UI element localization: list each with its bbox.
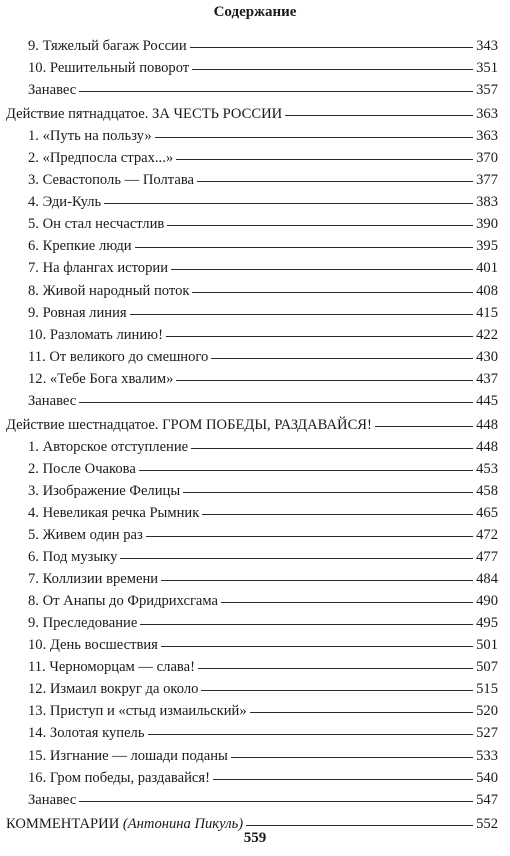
toc-entry	[6, 723, 498, 745]
toc-entry	[6, 148, 498, 170]
toc-entry	[6, 790, 498, 812]
toc-entry-title-text: 5. Он стал несчастлив	[28, 216, 165, 233]
toc-leader-line	[148, 734, 474, 735]
toc-leader-line	[146, 536, 473, 537]
toc-entry-title	[28, 569, 158, 589]
toc-entry-title-text: 7. На флангах истории	[28, 260, 169, 277]
toc-entry-title-text: 3. Севастополь — Полтава	[28, 172, 194, 189]
toc-entry-title-text: 2. «Предпосла страх...»	[28, 150, 174, 167]
toc-entry-title	[28, 701, 247, 721]
toc-entry-author: (Антонина Пикуль)	[122, 815, 244, 832]
toc-entry-page: 507	[476, 659, 498, 676]
toc-entry-page: 363	[476, 128, 498, 145]
toc-entry-title	[28, 768, 210, 788]
toc-entry-page: 472	[476, 527, 498, 544]
toc-entry-page: 401	[476, 260, 498, 277]
toc-entry	[6, 768, 498, 790]
toc-entry-title-text: 3. Изображение Фелицы	[28, 482, 181, 499]
page-title: Содержание	[213, 4, 297, 20]
toc-entry-title-text: 1. «Путь на пользу»	[28, 128, 152, 145]
toc-entry-title-text: 8. От Анапы до Фридрихсгама	[28, 593, 219, 610]
toc-entry-title	[28, 303, 127, 323]
toc-entry	[6, 613, 498, 635]
toc-leader-line	[246, 825, 473, 826]
toc-entry-title	[28, 170, 194, 190]
toc-entry-title-text: 10. Решительный поворот	[28, 60, 190, 77]
toc-entry	[6, 591, 498, 613]
toc-leader-line	[285, 115, 473, 116]
toc-entry-title-text: 4. Эди-Куль	[28, 194, 102, 211]
toc-leader-line	[161, 580, 473, 581]
toc-entry-title-text: 1. Авторское отступление	[28, 438, 189, 455]
toc-entry	[6, 192, 498, 214]
toc-entry-title	[28, 58, 189, 78]
toc-entry-page: 408	[476, 282, 498, 299]
toc-entry	[6, 525, 498, 547]
toc-entry-title-text: 9. Преследование	[28, 615, 138, 632]
toc-entry-page: 501	[476, 637, 498, 654]
toc-entry-title-text: 9. Ровная линия	[28, 304, 127, 321]
toc-entry-title	[28, 746, 228, 766]
toc-entry-title-text: Действие шестнадцатое. ГРОМ ПОБЕДЫ, РАЗДАВАЙСЯ!	[6, 416, 372, 433]
toc-entry-title-text: 9. Тяжелый багаж России	[28, 38, 187, 54]
toc-leader-line	[79, 91, 473, 92]
toc-entry	[6, 657, 498, 679]
toc-entry-page: 357	[476, 82, 498, 99]
toc-entry	[6, 325, 498, 347]
toc-entry	[6, 569, 498, 591]
toc-entry	[6, 36, 498, 58]
toc-leader-line	[197, 181, 473, 182]
toc-entry-page: 395	[476, 238, 498, 255]
toc-leader-line	[176, 159, 473, 160]
toc-entry-title-text: 10. Разломать линию!	[28, 326, 163, 343]
toc-entry-title-text: 14. Золотая купель	[28, 725, 145, 742]
toc-entry-title	[28, 325, 163, 345]
toc-leader-line	[135, 247, 473, 248]
toc-entry-page: 527	[476, 725, 498, 742]
toc-entry-title	[28, 192, 101, 212]
toc-entry-title-text: 7. Коллизии времени	[28, 571, 159, 588]
toc-leader-line	[190, 47, 473, 48]
toc-entry-page: 465	[476, 504, 498, 521]
toc-entry	[6, 236, 498, 258]
toc-entry-title-text: 15. Изгнание — лошади поданы	[28, 747, 228, 764]
toc-entry-page: 415	[476, 304, 498, 321]
toc-entry-title	[28, 723, 145, 743]
toc-entry	[6, 635, 498, 657]
toc-leader-line	[191, 448, 473, 449]
toc-entry-title-text: Действие пятнадцатое. ЗА ЧЕСТЬ РОССИИ	[6, 106, 283, 123]
toc-entry-title	[28, 547, 117, 567]
toc-entry-title-text: КОММЕНТАРИИ	[6, 815, 123, 832]
toc-entry-title	[28, 679, 198, 699]
toc-entry	[6, 80, 498, 102]
toc-entry-title-text: 8. Живой народный поток	[28, 282, 190, 299]
toc-entry-title-text: 6. Под музыку	[28, 549, 118, 566]
toc-entry-page: 383	[476, 194, 498, 211]
toc-entry	[6, 303, 498, 325]
toc-leader-line	[166, 336, 473, 337]
toc-entry-title	[28, 214, 164, 234]
toc-entry-title	[28, 126, 152, 146]
toc-entry-title	[28, 258, 168, 278]
toc-leader-line	[211, 358, 473, 359]
toc-entry-page: 495	[476, 615, 498, 632]
toc-entry-page: 448	[476, 438, 498, 455]
toc-leader-line	[171, 269, 473, 270]
toc-entry-title-text: 12. «Тебе Бога хвалим»	[28, 370, 174, 387]
toc-entry-page: 377	[476, 172, 498, 189]
toc-leader-line	[161, 646, 473, 647]
toc-entry-title	[28, 148, 173, 168]
toc-entry-page: 343	[476, 38, 498, 54]
toc-leader-line	[140, 624, 473, 625]
toc-entry-page: 477	[476, 549, 498, 566]
page-number: 559	[243, 830, 267, 846]
toc-entry-title-text: 10. День восшествия	[28, 637, 158, 654]
toc-entry	[6, 58, 498, 80]
toc-entry-title	[28, 635, 158, 655]
toc-entry	[6, 258, 498, 280]
toc-entry-title-text: 11. От великого до смешного	[28, 348, 209, 365]
toc-entry-page: 422	[476, 326, 498, 343]
toc-entry-page: 547	[476, 791, 498, 808]
toc-leader-line	[198, 668, 473, 669]
toc-leader-line	[139, 470, 473, 471]
toc-entry-title	[6, 415, 372, 435]
toc-leader-line	[192, 292, 473, 293]
toc-entry-title	[28, 591, 218, 611]
toc-entry	[6, 281, 498, 303]
toc-entry	[6, 170, 498, 192]
toc-leader-line	[221, 602, 473, 603]
toc-entry-title-text: 4. Невеликая речка Рымник	[28, 504, 200, 521]
toc-entry	[6, 679, 498, 701]
toc-entry-page: 490	[476, 593, 498, 610]
toc-entry-title	[28, 481, 180, 501]
toc-entry	[6, 391, 498, 413]
toc-entry-title-text: Занавес	[28, 392, 77, 409]
toc-leader-line	[120, 558, 473, 559]
toc-leader-line	[176, 380, 473, 381]
toc-entry-title-text: 5. Живем один раз	[28, 527, 143, 544]
toc-entry-title	[28, 281, 189, 301]
toc-entry-title	[28, 459, 136, 479]
toc-leader-line	[130, 314, 474, 315]
toc-entry-title-text: 6. Крепкие люди	[28, 238, 132, 255]
toc-entry	[6, 503, 498, 525]
toc-entry-page: 515	[476, 681, 498, 698]
toc-leader-line	[213, 779, 473, 780]
toc-entry-page: 552	[476, 815, 498, 832]
toc-entry	[6, 214, 498, 236]
toc-entry-title	[28, 525, 143, 545]
toc-entry-page: 540	[476, 769, 498, 786]
toc-entry	[6, 126, 498, 148]
toc-leader-line	[250, 712, 473, 713]
toc-entry-title-text: 12. Измаил вокруг да около	[28, 681, 199, 698]
toc-entry-page: 448	[476, 416, 498, 433]
toc-entry-page: 533	[476, 747, 498, 764]
toc-entry-page: 437	[476, 370, 498, 387]
toc-entry-page: 351	[476, 60, 498, 77]
toc-section-heading	[6, 104, 498, 126]
toc-entry-page: 370	[476, 150, 498, 167]
toc-section-heading	[6, 415, 498, 437]
toc-entry-title	[28, 503, 199, 523]
toc-leader-line	[183, 492, 473, 493]
toc-entry-page: 453	[476, 460, 498, 477]
toc-entry-title	[28, 613, 137, 633]
toc-entry-title	[28, 236, 132, 256]
toc-leader-line	[79, 801, 473, 802]
toc-entry-page: 520	[476, 703, 498, 720]
toc-entry	[6, 746, 498, 768]
toc-entry-title-text: 13. Приступ и «стыд измаильский»	[28, 703, 247, 720]
toc-entry-title	[28, 369, 173, 389]
toc-entry-title-text: Занавес	[28, 82, 77, 99]
toc-entry-page: 430	[476, 348, 498, 365]
toc-leader-line	[231, 757, 473, 758]
toc-entry-title	[28, 347, 208, 367]
toc-entry-title	[6, 104, 282, 124]
toc-leader-line	[104, 203, 473, 204]
toc-entry-title-text: Занавес	[28, 791, 77, 808]
toc-entry	[6, 437, 498, 459]
toc-entry	[6, 481, 498, 503]
toc-entry-title	[28, 657, 195, 677]
toc-entry	[6, 701, 498, 723]
toc-entry-title-text: 11. Черноморцам — слава!	[28, 659, 195, 676]
toc-entry-title-text: 16. Гром победы, раздавайся!	[28, 769, 210, 786]
toc-entry-page: 363	[476, 106, 498, 123]
toc-entry-title	[28, 790, 76, 810]
toc-entry-title	[28, 391, 76, 411]
toc-entry-page: 484	[476, 571, 498, 588]
toc-entry-page: 458	[476, 482, 498, 499]
toc-entry-page: 390	[476, 216, 498, 233]
toc-entry-title	[28, 36, 187, 56]
table-of-contents	[6, 36, 498, 836]
toc-leader-line	[202, 514, 473, 515]
toc-entry	[6, 459, 498, 481]
toc-entry-title-text: 2. После Очакова	[28, 460, 136, 477]
toc-leader-line	[192, 69, 473, 70]
toc-leader-line	[201, 690, 473, 691]
toc-entry-title	[28, 80, 76, 100]
toc-entry-title	[28, 437, 188, 457]
toc-leader-line	[155, 137, 473, 138]
toc-leader-line	[167, 225, 473, 226]
toc-entry-page: 445	[476, 392, 498, 409]
toc-entry	[6, 347, 498, 369]
toc-entry	[6, 547, 498, 569]
toc-leader-line	[375, 426, 473, 427]
toc-leader-line	[79, 402, 473, 403]
toc-entry	[6, 369, 498, 391]
